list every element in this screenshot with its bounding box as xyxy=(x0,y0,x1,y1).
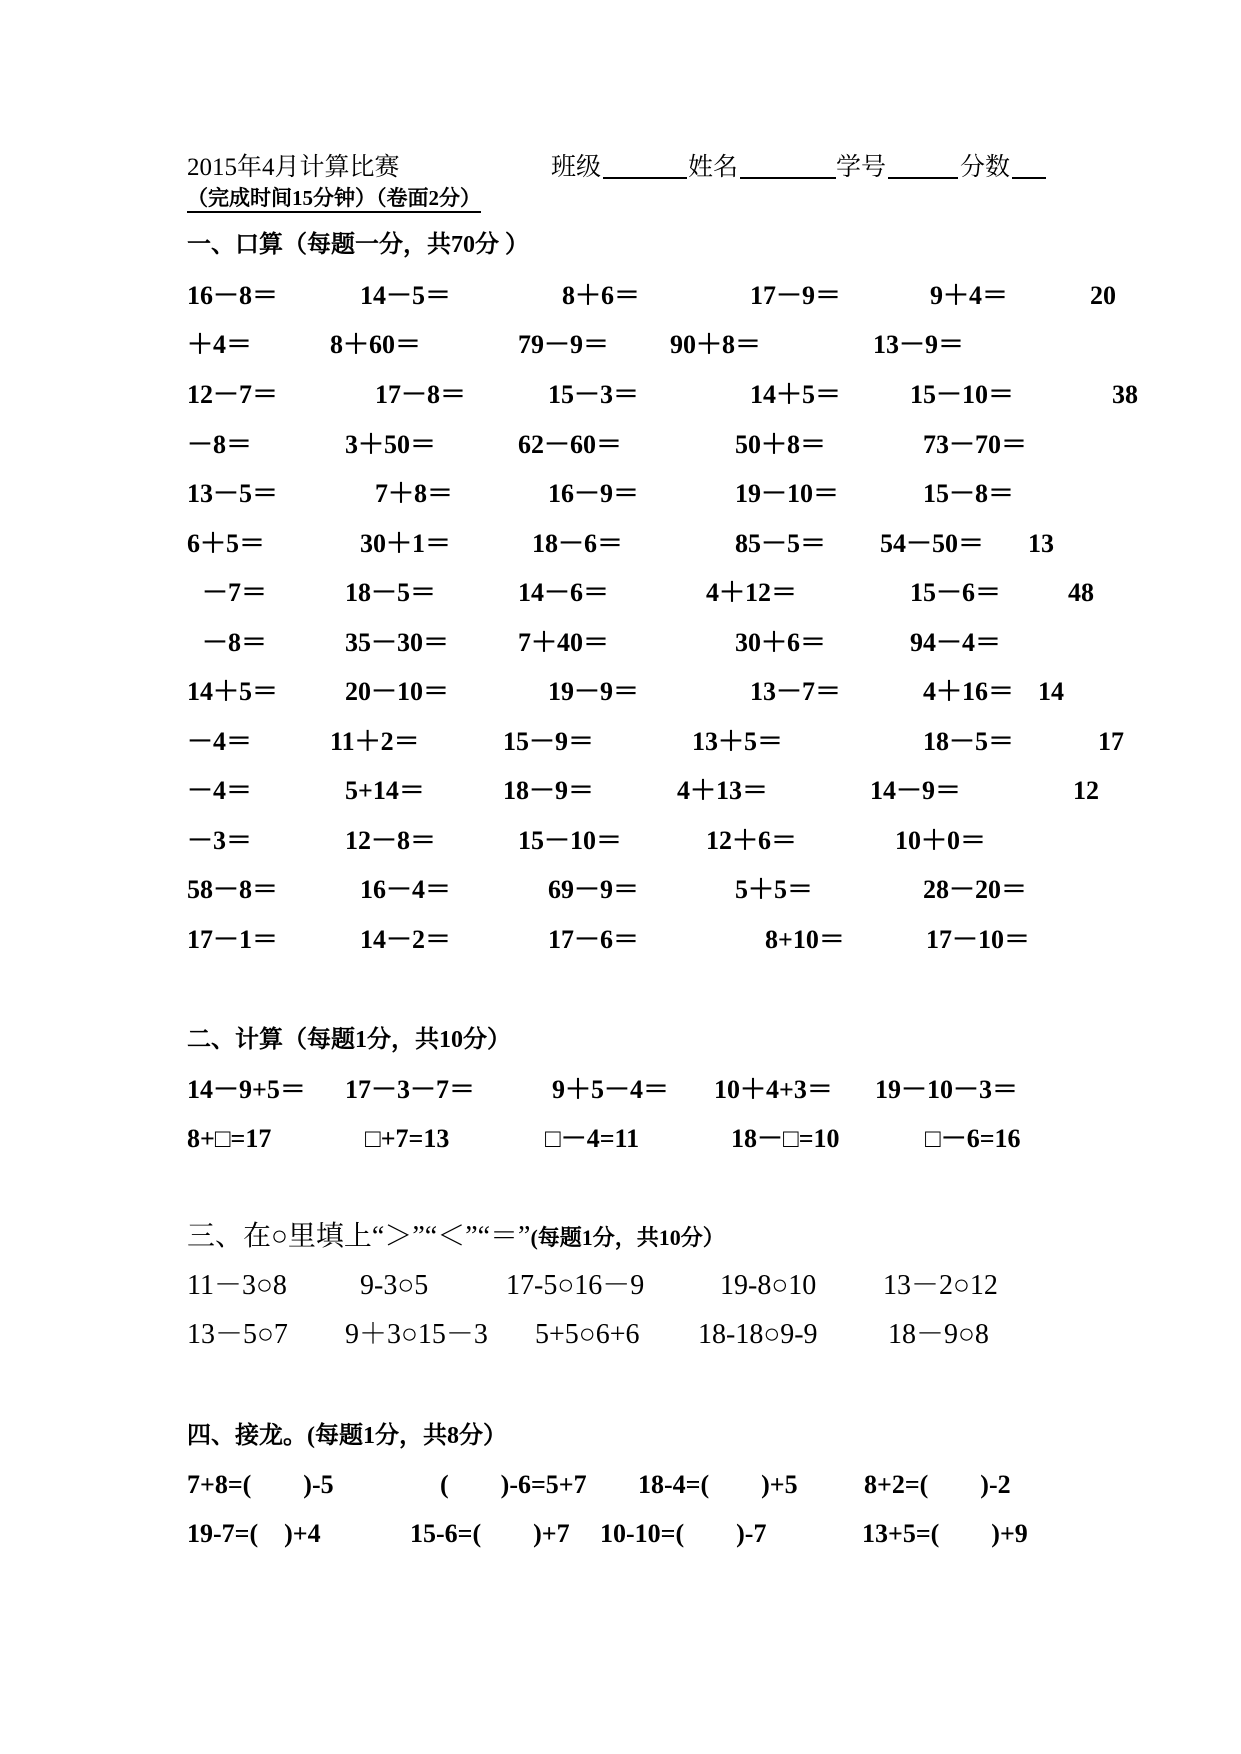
oral-arithmetic-problem: 38 xyxy=(1112,380,1138,409)
oral-arithmetic-problem: 20－10＝ xyxy=(345,677,450,706)
student-id-blank[interactable] xyxy=(888,177,958,179)
oral-arithmetic-problem: 50＋8＝ xyxy=(735,430,827,459)
oral-arithmetic-problem: 12 xyxy=(1073,776,1099,805)
oral-arithmetic-problem: 5＋5＝ xyxy=(735,875,814,904)
oral-arithmetic-problem: 4＋12＝ xyxy=(706,578,798,607)
oral-arithmetic-problem: 12－7＝ xyxy=(187,380,279,409)
oral-arithmetic-problem: 11＋2＝ xyxy=(330,727,420,756)
oral-arithmetic-problem: 13＋5＝ xyxy=(692,727,784,756)
oral-arithmetic-problem: 6＋5＝ xyxy=(187,529,266,558)
section3-heading xyxy=(187,1223,725,1251)
oral-arithmetic-problem: 15－3＝ xyxy=(548,380,640,409)
score-blank[interactable] xyxy=(1012,177,1046,179)
oral-arithmetic-problem: 15－10＝ xyxy=(518,826,623,855)
exam-title: 2015年4月计算比赛 xyxy=(187,154,400,181)
oral-arithmetic-problem: 8＋60＝ xyxy=(330,330,422,359)
score-label: 分数 xyxy=(960,154,1011,181)
section1-heading: 一、口算（每题一分，共70分 ） xyxy=(187,232,529,258)
oral-arithmetic-problem: －7＝ xyxy=(202,578,268,607)
oral-arithmetic-problem: －3＝ xyxy=(187,826,253,855)
oral-arithmetic-problem: 17－9＝ xyxy=(750,281,842,310)
oral-arithmetic-problem: 14＋5＝ xyxy=(750,380,842,409)
oral-arithmetic-problem: 15－6＝ xyxy=(910,578,1002,607)
chain-problem: ( )-6=5+7 xyxy=(440,1470,587,1499)
oral-arithmetic-problem: 85－5＝ xyxy=(735,529,827,558)
section2-heading: 二、计算（每题1分，共10分） xyxy=(187,1027,511,1053)
oral-arithmetic-problem: 9＋4＝ xyxy=(930,281,1009,310)
oral-arithmetic-problem: 15－9＝ xyxy=(503,727,595,756)
oral-arithmetic-problem: 14＋5＝ xyxy=(187,677,279,706)
oral-arithmetic-problem: 15－10＝ xyxy=(910,380,1015,409)
oral-arithmetic-problem: 17－10＝ xyxy=(926,925,1031,954)
comparison-problem: 13－2○12 xyxy=(883,1270,998,1301)
comparison-problem: 19-8○10 xyxy=(720,1270,817,1301)
oral-arithmetic-problem: 48 xyxy=(1068,578,1094,607)
calculation-problem: 14－9+5＝ xyxy=(187,1075,306,1104)
oral-arithmetic-problem: 58－8＝ xyxy=(187,875,279,904)
oral-arithmetic-problem: 94－4＝ xyxy=(910,628,1002,657)
oral-arithmetic-problem: 14－6＝ xyxy=(518,578,610,607)
oral-arithmetic-problem: 62－60＝ xyxy=(518,430,623,459)
comparison-problem: 18-18○9-9 xyxy=(698,1319,818,1350)
oral-arithmetic-problem: 90＋8＝ xyxy=(670,330,762,359)
oral-arithmetic-problem: －4＝ xyxy=(187,727,253,756)
chain-problem: 7+8=( )-5 xyxy=(187,1470,334,1499)
calculation-problem: □－6=16 xyxy=(925,1124,1021,1153)
calculation-problem: 10＋4+3＝ xyxy=(714,1075,833,1104)
oral-arithmetic-problem: 14 xyxy=(1038,677,1064,706)
comparison-problem: 18－9○8 xyxy=(888,1319,989,1350)
oral-arithmetic-problem: 79－9＝ xyxy=(518,330,610,359)
oral-arithmetic-problem: 18－5＝ xyxy=(923,727,1015,756)
calculation-problem: 18－□=10 xyxy=(731,1124,840,1153)
oral-arithmetic-problem: 4＋13＝ xyxy=(677,776,769,805)
oral-arithmetic-problem: ＋4＝ xyxy=(187,330,253,359)
oral-arithmetic-problem: 8＋6＝ xyxy=(562,281,641,310)
exam-subtitle: （完成时间15分钟）（卷面2分） xyxy=(187,188,481,213)
oral-arithmetic-problem: 17－8＝ xyxy=(375,380,467,409)
comparison-problem: 13－5○7 xyxy=(187,1319,288,1350)
oral-arithmetic-problem: 14－9＝ xyxy=(870,776,962,805)
oral-arithmetic-problem: 12－8＝ xyxy=(345,826,437,855)
oral-arithmetic-problem: 12＋6＝ xyxy=(706,826,798,855)
calculation-problem: □+7=13 xyxy=(365,1124,450,1153)
comparison-problem: 9＋3○15－3 xyxy=(345,1319,488,1350)
chain-problem: 13+5=( )+9 xyxy=(862,1519,1028,1548)
oral-arithmetic-problem: 7＋8＝ xyxy=(375,479,454,508)
oral-arithmetic-problem: 35－30＝ xyxy=(345,628,450,657)
oral-arithmetic-problem: 19－9＝ xyxy=(548,677,640,706)
oral-arithmetic-problem: －4＝ xyxy=(187,776,253,805)
comparison-problem: 17-5○16－9 xyxy=(506,1270,645,1301)
oral-arithmetic-problem: 30＋1＝ xyxy=(360,529,452,558)
oral-arithmetic-problem: 8+10＝ xyxy=(765,925,845,954)
oral-arithmetic-problem: 20 xyxy=(1090,281,1116,310)
oral-arithmetic-problem: 10＋0＝ xyxy=(895,826,987,855)
class-label: 班级 xyxy=(551,154,602,181)
calculation-problem: 8+□=17 xyxy=(187,1124,272,1153)
oral-arithmetic-problem: 3＋50＝ xyxy=(345,430,437,459)
calculation-problem: □－4=11 xyxy=(545,1124,640,1153)
oral-arithmetic-problem: 28－20＝ xyxy=(923,875,1028,904)
section3-heading-note: (每题1分，共10分） xyxy=(530,1225,725,1250)
oral-arithmetic-problem: 17 xyxy=(1098,727,1124,756)
calculation-problem: 9＋5－4＝ xyxy=(552,1075,670,1104)
calculation-problem: 17－3－7＝ xyxy=(345,1075,476,1104)
oral-arithmetic-problem: 16－8＝ xyxy=(187,281,279,310)
oral-arithmetic-problem: 17－6＝ xyxy=(548,925,640,954)
oral-arithmetic-problem: 13 xyxy=(1028,529,1054,558)
section4-heading: 四、接龙。(每题1分，共8分） xyxy=(187,1423,507,1449)
comparison-problem: 11－3○8 xyxy=(187,1270,287,1301)
oral-arithmetic-problem: －8＝ xyxy=(202,628,268,657)
oral-arithmetic-problem: 30＋6＝ xyxy=(735,628,827,657)
oral-arithmetic-problem: 14－5＝ xyxy=(360,281,452,310)
oral-arithmetic-problem: 16－9＝ xyxy=(548,479,640,508)
oral-arithmetic-problem: 69－9＝ xyxy=(548,875,640,904)
calculation-problem: 19－10－3＝ xyxy=(875,1075,1019,1104)
chain-problem: 10-10=( )-7 xyxy=(600,1519,767,1548)
oral-arithmetic-problem: 19－10＝ xyxy=(735,479,840,508)
comparison-problem: 5+5○6+6 xyxy=(535,1319,640,1350)
oral-arithmetic-problem: 54－50＝ xyxy=(880,529,985,558)
oral-arithmetic-problem: 7＋40＝ xyxy=(518,628,610,657)
class-blank[interactable] xyxy=(603,177,687,179)
chain-problem: 8+2=( )-2 xyxy=(864,1470,1011,1499)
name-label: 姓名 xyxy=(688,154,739,181)
chain-problem: 15-6=( )+7 xyxy=(410,1519,570,1548)
oral-arithmetic-problem: 18－6＝ xyxy=(532,529,624,558)
section3-heading-main: 三、在○里填上“＞”“＜”“＝” xyxy=(187,1221,531,1252)
oral-arithmetic-problem: 15－8＝ xyxy=(923,479,1015,508)
oral-arithmetic-problem: 18－5＝ xyxy=(345,578,437,607)
oral-arithmetic-problem: 4＋16＝ xyxy=(923,677,1015,706)
oral-arithmetic-problem: 14－2＝ xyxy=(360,925,452,954)
oral-arithmetic-problem: 13－7＝ xyxy=(750,677,842,706)
oral-arithmetic-problem: －8＝ xyxy=(187,430,253,459)
oral-arithmetic-problem: 17－1＝ xyxy=(187,925,279,954)
oral-arithmetic-problem: 5+14＝ xyxy=(345,776,425,805)
student-id-label: 学号 xyxy=(836,154,887,181)
oral-arithmetic-problem: 13－9＝ xyxy=(873,330,965,359)
oral-arithmetic-problem: 13－5＝ xyxy=(187,479,279,508)
comparison-problem: 9-3○5 xyxy=(360,1270,429,1301)
chain-problem: 18-4=( )+5 xyxy=(638,1470,798,1499)
oral-arithmetic-problem: 18－9＝ xyxy=(503,776,595,805)
chain-problem: 19-7=( )+4 xyxy=(187,1519,321,1548)
oral-arithmetic-problem: 73－70＝ xyxy=(923,430,1028,459)
name-blank[interactable] xyxy=(740,177,836,179)
oral-arithmetic-problem: 16－4＝ xyxy=(360,875,452,904)
